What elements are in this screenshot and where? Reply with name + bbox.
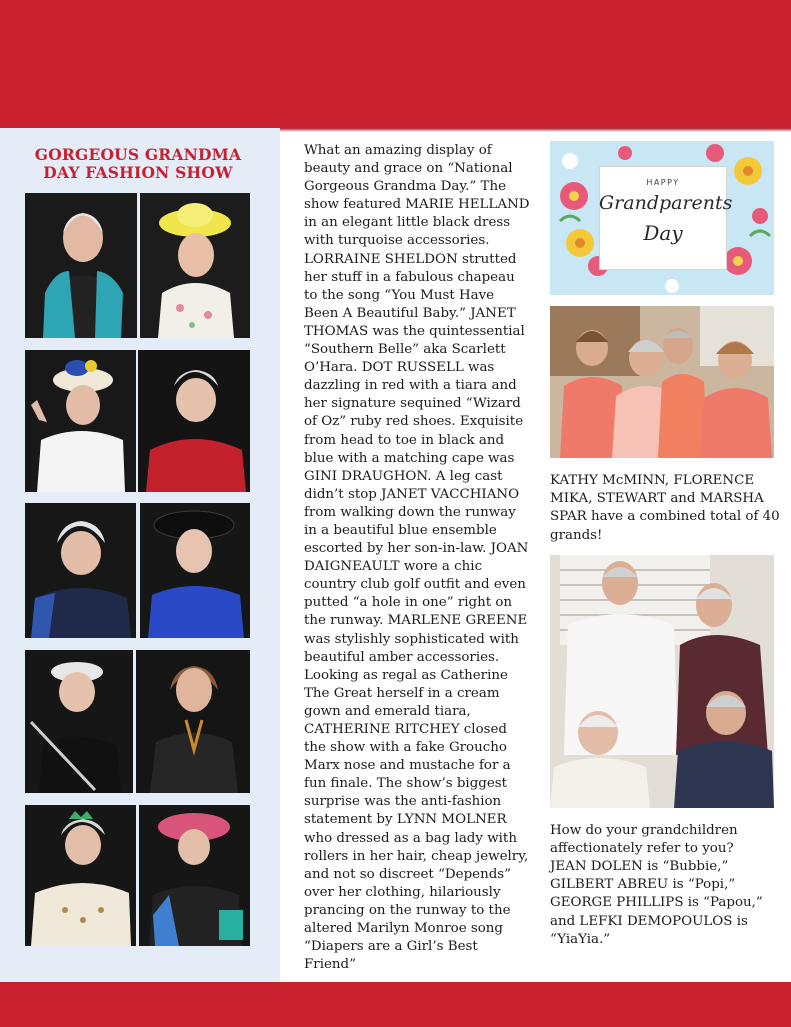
fashion-photo-8 xyxy=(136,650,250,793)
header-band xyxy=(0,0,791,128)
group-photo-caption: KATHY McMINN, FLORENCE MIKA, STEWART and MARSHA SPAR have a combined total of 40 grands! xyxy=(550,473,780,543)
sidebar-title: GORGEOUS GRANDMA DAY FASHION SHOW xyxy=(34,145,242,182)
fashion-photo-10 xyxy=(139,805,250,946)
group-photo-spar-mika-mcminn xyxy=(550,306,774,458)
fashion-photo-4 xyxy=(138,350,250,492)
card-happy-text: HAPPY xyxy=(646,178,680,187)
answers-text: JEAN DOLEN is “Bubbie,” GILBERT ABREU is “Popi,” GEORGE PHILLIPS is “Papou,” and LEFKI DEMOPOULOS is “YiaYia.” xyxy=(550,859,763,947)
fashion-photo-1 xyxy=(25,193,137,338)
question-text: How do your grandchildren affectionately refer to you? xyxy=(550,823,738,857)
footer-band xyxy=(0,982,791,1027)
fashion-photo-5 xyxy=(25,503,136,638)
fashion-photo-2 xyxy=(140,193,250,338)
fashion-photo-9 xyxy=(25,805,136,946)
group-photo-seniors xyxy=(550,555,774,808)
article-body: What an amazing display of beauty and grace on “National Gorgeous Grandma Day.” The show featured MARIE HELLAND in an elegant little black dress with turquoise accessories. LORRAINE SHELDON strutted her stuff in a fabulous chapeau to the song “You Must Have Been A Beautiful Baby.” JANET THOMAS was the quintessential “Southern Belle” aka Scarlett O’Hara. DOT RUSSELL was dazzling in red with a tiara and her signature sequined “Wizard of Oz” ruby red shoes. Exquisite from head to toe in black and blue with a matching cape was GINI DRAUGHON. A leg cast didn’t stop JANET VACCHIANO from walking down the runway in a beautiful blue ensemble escorted by her son-in-law. JOAN DAIGNEAULT wore a chic country club golf outfit and even putted “a hole in one” right on the runway. MARLENE GREENE was stylishly sophisticated with beautiful amber accessories. Looking as regal as Catherine The Great herself in a cream gown and emerald tiara, CATHERINE RITCHEY closed the show with a fake Groucho Marx nose and mustache for a fun finale. The show’s biggest surprise was the anti-fashion statement by LYNN MOLNER who dressed as a bag lady with rollers in her hair, cheap jewelry, and not so discreet “Depends” over her clothing, hilariously prancing on the runway to the altered Marilyn Monroe song “Diapers are a Girl’s Best Friend” xyxy=(304,143,530,973)
fashion-photo-6 xyxy=(140,503,250,638)
card-day-text: Day xyxy=(643,221,683,245)
fashion-photo-3 xyxy=(25,350,136,492)
fashion-photo-7 xyxy=(25,650,133,793)
card-grandparents-text: Grandparents xyxy=(599,192,733,214)
